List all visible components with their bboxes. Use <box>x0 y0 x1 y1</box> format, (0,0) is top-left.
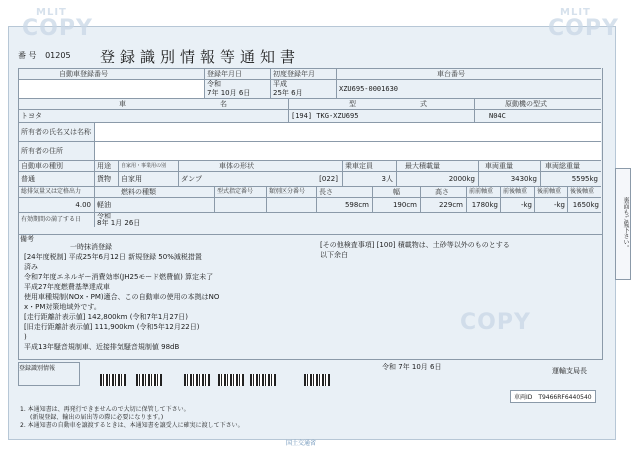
label-capacity: 乗車定員 <box>342 161 396 171</box>
rf-axle: -kg <box>534 198 567 212</box>
model-value: TKG-XZU695 <box>316 112 359 120</box>
length: 598cm <box>316 198 372 212</box>
first-reg-year: 25 <box>273 89 282 97</box>
fr-axle: -kg <box>500 198 534 212</box>
remarks-line-3: 済み <box>24 263 38 271</box>
remarks-line-9: [旧走行距離計表示値] 111,900km (令和5年12月22日) <box>24 323 200 331</box>
label-rf-axle: 後前軸重 <box>534 187 567 197</box>
label-fr-axle: 前後軸重 <box>500 187 534 197</box>
ministry-label: 国土交通省 <box>286 440 317 447</box>
code-block-2 <box>136 374 162 386</box>
ff-axle: 1780kg <box>466 198 500 212</box>
label-use: 用途 <box>94 161 118 171</box>
footer-notes <box>20 406 244 430</box>
fuel: 軽油 <box>94 198 214 212</box>
label-max-load: 最大積載量 <box>396 161 478 171</box>
label-name: 名 <box>220 100 227 108</box>
expiry-month: 1 <box>110 219 116 227</box>
width: 190cm <box>372 198 420 212</box>
remarks-line-10: ) <box>24 333 27 341</box>
expiry-year: 8 <box>97 219 102 227</box>
label-body: 車体の形状 <box>178 161 342 171</box>
watermark-copy: COPY <box>548 16 619 41</box>
remarks-line-4: 令和7年度エネルギー消費効率(JH25モード燃費値) 算定未了 <box>24 273 214 281</box>
engine-type: N04C <box>474 110 601 122</box>
remarks-label: 備考 <box>20 235 34 243</box>
remarks-line-2: [24年度税制] 平成25年6月12日 新規登録 50%減税措置 <box>24 253 202 261</box>
reg-date-day: 6 <box>238 89 244 97</box>
remarks-line-1: 一時抹消登録 <box>70 243 112 251</box>
height: 229cm <box>420 198 466 212</box>
watermark-mlit: MLIT <box>36 7 67 18</box>
first-reg: 平成 25年 6月 <box>270 80 336 98</box>
first-reg-month: 6 <box>291 89 296 97</box>
weight: 3430kg <box>478 172 540 186</box>
number-value: 01205 <box>45 51 71 60</box>
label-type-designation: 型式指定番号 <box>214 187 266 197</box>
label-class-number: 類別区分番号 <box>266 187 316 197</box>
car-id <box>510 390 596 403</box>
label-width: 幅 <box>372 187 420 197</box>
expiry-era: 令和 <box>97 213 111 220</box>
registration-id-box <box>18 362 80 386</box>
body-code: [022] <box>319 175 338 183</box>
expiry-day: 26 <box>124 219 134 227</box>
remarks-line-11: 平成13年騒音規制車、近接排気騒音規制値 98dB <box>24 343 180 351</box>
displacement: 4.00 <box>18 198 94 212</box>
remarks-right <box>320 240 510 260</box>
label-rr-axle: 後後軸重 <box>567 187 601 197</box>
label-owner-address: 所有者の住所 <box>18 142 94 160</box>
expiry-date: 令和 8年 1月 26日 <box>94 213 174 227</box>
reg-date-month: 10 <box>220 89 230 97</box>
footer-note-1: 1. 本通知書は、再発行できませんので大切に保管して下さい。 <box>20 406 190 413</box>
code-block-6 <box>304 374 330 386</box>
rr-axle: 1650kg <box>567 198 601 212</box>
label-vehicle-class: 自動車の種別 <box>18 161 94 171</box>
remarks-right-line-1: [その他検査事項] [100] 積載物は、土砂等以外のものとする <box>320 241 510 249</box>
use: 貨物 <box>94 172 118 186</box>
footer-note-2: (新規登録、輸出の届出等の際に必要になります。) <box>30 414 164 421</box>
reg-date: 令和 7年 10月 6日 <box>204 80 270 98</box>
document-title: 登録識別情報等通知書 <box>100 48 301 66</box>
private-use: 自家用 <box>118 172 178 186</box>
registration-id-label: 登録識別情報 <box>19 365 56 372</box>
chassis-number: XZU695-0001630 <box>336 80 601 98</box>
code-block-4 <box>218 374 244 386</box>
label-ff-axle: 前前軸重 <box>466 187 500 197</box>
table-border <box>18 68 603 235</box>
body-value: ダンプ <box>181 175 203 183</box>
label-length: 長さ <box>316 187 372 197</box>
watermark-mlit: MLIT <box>560 7 591 18</box>
capacity: 3人 <box>342 172 396 186</box>
vehicle-class: 普通 <box>18 172 94 186</box>
remarks-line-6: 使用車種規制(NOx・PM)適合、この自動車の使用の本拠はNO <box>24 293 220 301</box>
label-reg-date: 登録年月日 <box>204 69 270 79</box>
office-title: 運輸支局長 <box>552 367 587 375</box>
issue-date: 令和 7年 10月 6日 <box>382 363 442 371</box>
label-model: 型 <box>288 99 474 109</box>
label-owner-name: 所有者の氏名又は名称 <box>18 123 94 141</box>
label-displacement: 総排気量又は定格出力 <box>18 187 94 197</box>
watermark-copy: COPY <box>460 310 531 335</box>
label-model-2: 式 <box>420 100 427 108</box>
watermark-copy: COPY <box>22 16 93 41</box>
model-code: [194] <box>291 112 313 120</box>
code-block-5 <box>250 374 276 386</box>
first-reg-era: 平成 <box>273 80 287 88</box>
max-load: 2000kg <box>396 172 478 186</box>
reg-date-era: 令和 <box>207 80 221 88</box>
document-number <box>18 50 71 61</box>
label-chassis: 車台番号 <box>336 69 601 79</box>
car-id-label: 車両ID <box>514 394 533 401</box>
label-fuel: 燃料の種類 <box>94 187 214 197</box>
car-id-value: T9466RF6440540 <box>538 394 592 401</box>
label-private: 自家用・事業用の別 <box>118 161 178 171</box>
label-reg-number: 自動車登録番号 <box>18 69 204 79</box>
side-tab: 裏面もご覧下さい。 <box>615 168 631 280</box>
make: トヨタ <box>18 110 288 122</box>
footer-note-3: 2. 本通知書の自動車を譲渡するときは、本通知書を譲受人に確実に渡して下さい。 <box>20 422 244 429</box>
label-weight: 車両重量 <box>478 161 540 171</box>
reg-date-year: 7 <box>207 89 212 97</box>
remarks-line-5: 平成27年度燃費基準達成車 <box>24 283 110 291</box>
label-first-reg: 初度登録年月 <box>270 69 336 79</box>
label-gross: 車両総重量 <box>540 161 601 171</box>
code-block-3 <box>184 374 210 386</box>
label-expiry: 有効期間の満了する日 <box>18 213 94 227</box>
label-engine: 原動機の型式 <box>474 99 601 109</box>
label-make: 車 <box>18 99 288 109</box>
gross-weight: 5595kg <box>540 172 601 186</box>
label-height: 高さ <box>420 187 466 197</box>
remarks-line-8: [走行距離計表示値] 142,800km (令和7年1月27日) <box>24 313 189 321</box>
remarks-line-7: x・PM対策地域外です。 <box>24 303 101 311</box>
remarks-right-line-2: 以下余白 <box>320 251 348 259</box>
code-block-1 <box>100 374 126 386</box>
number-label: 番 号 <box>18 51 37 60</box>
